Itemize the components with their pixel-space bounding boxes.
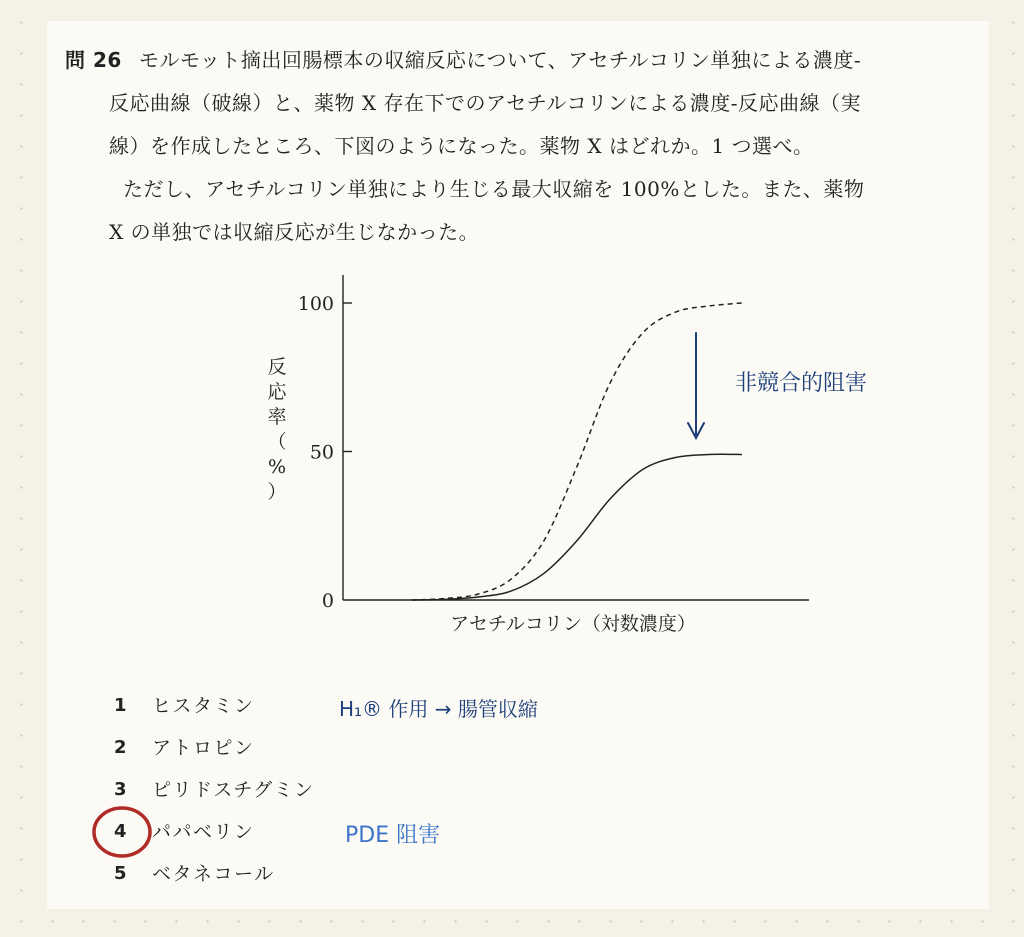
curve-acetylcholine-alone (412, 303, 742, 600)
option-4-note: PDE 阻害 (345, 823, 441, 848)
y-tick-label-100: 100 (297, 293, 334, 315)
y-axis-label: 反応率（%） (267, 356, 287, 503)
option-2-label: アトロピン (152, 737, 255, 759)
down-arrow (688, 333, 704, 438)
question-sheet (47, 21, 989, 909)
x-axis-label: アセチルコリン（対数濃度） (450, 613, 696, 635)
option-1-number: 1 (113, 695, 129, 716)
question-line-4: ただし、アセチルコリン単独により生じる最大収縮を 100%とした。また、薬物 (123, 177, 865, 201)
option-1-label: ヒスタミン (152, 695, 255, 717)
option-4-label: パパベリン (152, 821, 255, 843)
answer-circle (87, 802, 157, 862)
curve-with-drug-x (412, 454, 742, 600)
question-line-3: 線）を作成したところ、下図のようになった。薬物 X はどれか。1 つ選べ。 (109, 134, 814, 158)
option-5-label: ベタネコール (152, 863, 275, 885)
question-line-2: 反応曲線（破線）と、薬物 X 存在下でのアセチルコリンによる濃度-反応曲線（実 (109, 91, 862, 115)
option-3-number: 3 (113, 779, 129, 800)
y-tick-label-50: 50 (309, 441, 334, 464)
option-3-label: ピリドスチグミン (152, 779, 315, 801)
option-5-number: 5 (113, 863, 129, 884)
question-number: 問 26 (65, 48, 122, 72)
question-line-1: 問 26 モルモット摘出回腸標本の収縮反応について、アセチルコリン単独による濃度- (65, 39, 970, 82)
option-1-note: H₁® 作用 → 腸管収縮 (339, 697, 538, 721)
option-4-number: 4 (113, 821, 129, 842)
question-line-5: X の単独では収縮反応が生じなかった。 (109, 220, 480, 244)
y-tick-label-0: 0 (321, 590, 334, 612)
noncompetitive-note: 非競合的阻害 (735, 371, 868, 396)
option-2-number: 2 (113, 737, 129, 758)
